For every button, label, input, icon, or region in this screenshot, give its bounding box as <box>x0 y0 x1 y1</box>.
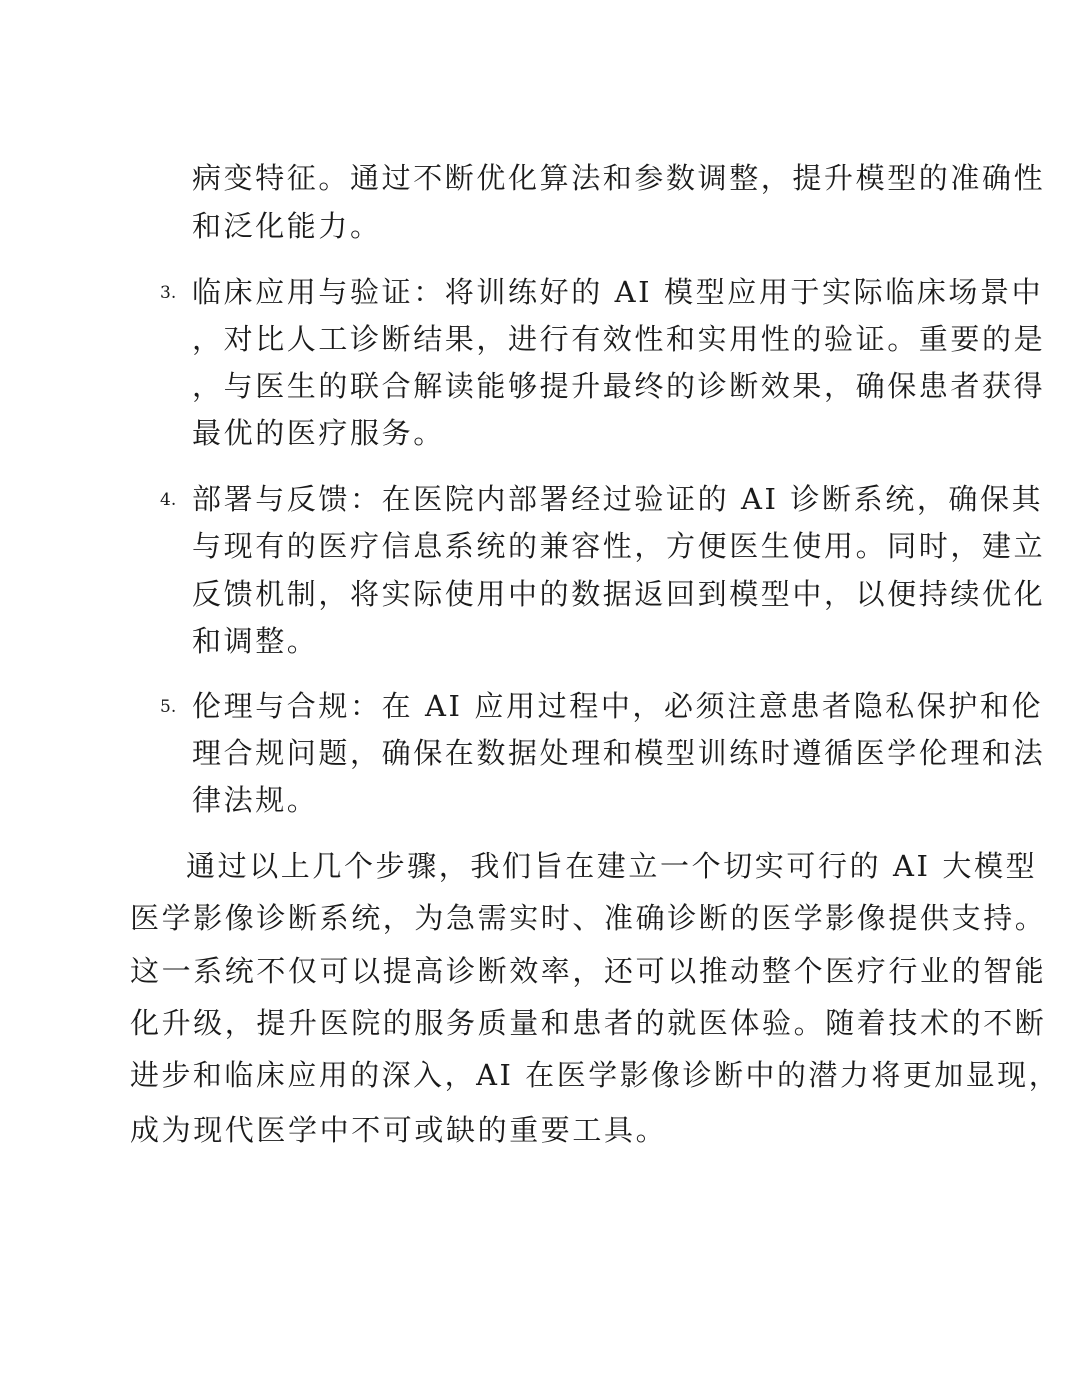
text-line: 医学影像诊断系统，为急需实时、准确诊断的医学影像提供支持。 <box>130 901 1047 935</box>
text-line: 和调整。 <box>192 624 319 658</box>
list-item-number: 3. <box>160 283 177 303</box>
text-line: 进步和临床应用的深入，AI 在医学影像诊断中的潜力将更加显现， <box>130 1058 1061 1092</box>
text-line: ，对比人工诊断结果，进行有效性和实用性的验证。重要的是 <box>192 322 1046 356</box>
text-line: 成为现代医学中不可或缺的重要工具。 <box>130 1113 668 1147</box>
text-line: 这一系统不仅可以提高诊断效率，还可以推动整个医疗行业的智能 <box>130 954 1047 988</box>
text-line: 与现有的医疗信息系统的兼容性，方便医生使用。同时，建立 <box>192 529 1046 563</box>
list-item-number: 5. <box>160 697 177 717</box>
text-line: 伦理与合规：在 AI 应用过程中，必须注意患者隐私保护和伦 <box>192 689 1044 723</box>
text-line: 反馈机制，将实际使用中的数据返回到模型中，以便持续优化 <box>192 577 1046 611</box>
text-line: 和泛化能力。 <box>192 209 382 243</box>
text-line: 临床应用与验证：将训练好的 AI 模型应用于实际临床场景中 <box>192 275 1044 309</box>
list-item-number: 4. <box>160 490 177 510</box>
text-line: 病变特征。通过不断优化算法和参数调整，提升模型的准确性 <box>192 161 1046 195</box>
text-line: 最优的医疗服务。 <box>192 416 445 450</box>
text-line: ，与医生的联合解读能够提升最终的诊断效果，确保患者获得 <box>192 369 1046 403</box>
text-line: 理合规问题，确保在数据处理和模型训练时遵循医学伦理和法 <box>192 736 1046 770</box>
text-line: 化升级，提升医院的服务质量和患者的就医体验。随着技术的不断 <box>130 1006 1047 1040</box>
text-line: 通过以上几个步骤，我们旨在建立一个切实可行的 AI 大模型 <box>186 849 1038 883</box>
text-line: 律法规。 <box>192 783 319 817</box>
text-line: 部署与反馈：在医院内部署经过验证的 AI 诊断系统，确保其 <box>192 482 1044 516</box>
